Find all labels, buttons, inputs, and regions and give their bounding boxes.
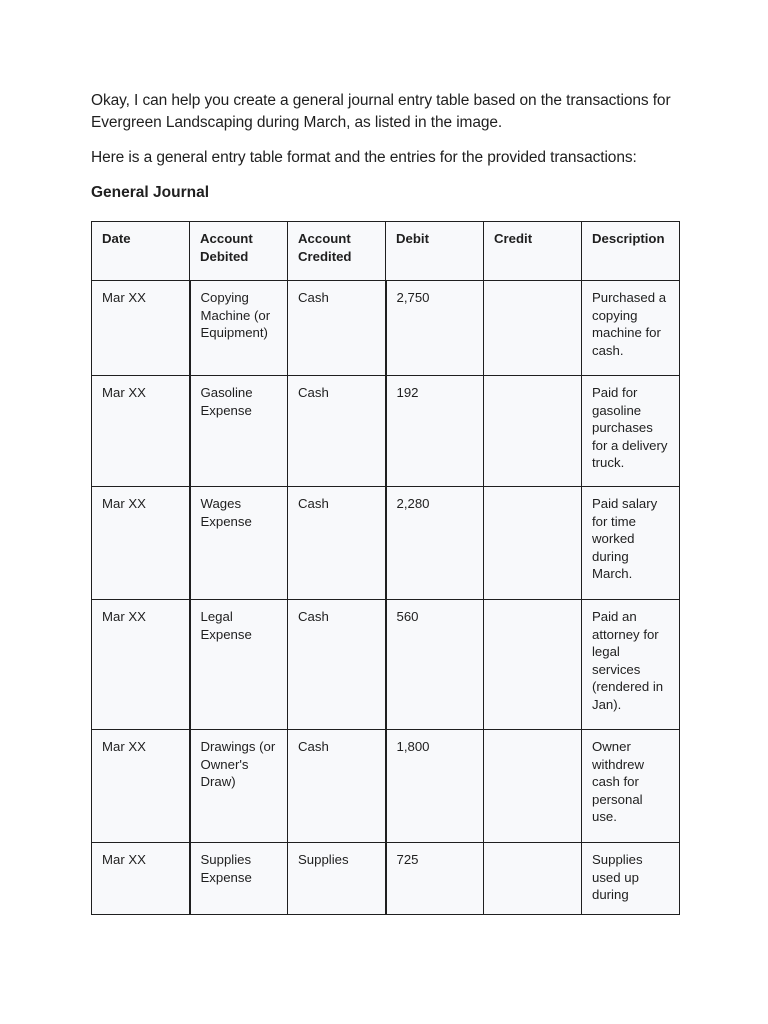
cell-debit: 2,750	[386, 281, 484, 376]
cell-description: Owner withdrew cash for personal use.	[582, 730, 680, 843]
cell-description: Purchased a copying machine for cash.	[582, 281, 680, 376]
cell-debit: 725	[386, 843, 484, 915]
cell-credit	[484, 600, 582, 730]
cell-account-credited: Supplies	[288, 843, 386, 915]
cell-account-debited: Wages Expense	[190, 487, 288, 600]
cell-description: Paid for gasoline purchases for a delivery truck.	[582, 376, 680, 487]
table-row	[92, 843, 680, 915]
journal-table	[91, 221, 680, 915]
table-header-row	[92, 222, 680, 281]
cell-credit	[484, 281, 582, 376]
header-debit: Debit	[386, 222, 484, 281]
cell-description: Paid an attorney for legal services (rendered in Jan).	[582, 600, 680, 730]
table-row	[92, 487, 680, 600]
cell-debit: 192	[386, 376, 484, 487]
cell-debit: 2,280	[386, 487, 484, 600]
section-heading: General Journal	[91, 184, 210, 201]
cell-description: Supplies used up during	[582, 843, 680, 915]
cell-date: Mar XX	[92, 487, 190, 600]
header-date: Date	[92, 222, 190, 281]
header-credit: Credit	[484, 222, 582, 281]
table-row	[92, 376, 680, 487]
cell-debit: 560	[386, 600, 484, 730]
intro-paragraph: Okay, I can help you create a general journal entry table based on the transactions for Evergreen Landscaping during March, as listed in the image.	[91, 92, 671, 131]
cell-account-credited: Cash	[288, 281, 386, 376]
cell-date: Mar XX	[92, 376, 190, 487]
cell-debit: 1,800	[386, 730, 484, 843]
cell-date: Mar XX	[92, 843, 190, 915]
table-row	[92, 600, 680, 730]
cell-credit	[484, 376, 582, 487]
cell-account-credited: Cash	[288, 600, 386, 730]
cell-account-debited: Supplies Expense	[190, 843, 288, 915]
table-row	[92, 730, 680, 843]
cell-credit	[484, 730, 582, 843]
header-description: Description	[582, 222, 680, 281]
document-body	[91, 90, 691, 915]
cell-account-debited: Gasoline Expense	[190, 376, 288, 487]
header-account-credited: Account Credited	[288, 222, 386, 281]
cell-account-debited: Legal Expense	[190, 600, 288, 730]
cell-description: Paid salary for time worked during March.	[582, 487, 680, 600]
cell-date: Mar XX	[92, 730, 190, 843]
lead-paragraph: Here is a general entry table format and the entries for the provided transactions:	[91, 149, 637, 166]
table-row	[92, 281, 680, 376]
cell-date: Mar XX	[92, 600, 190, 730]
cell-date: Mar XX	[92, 281, 190, 376]
cell-credit	[484, 843, 582, 915]
cell-account-debited: Copying Machine (or Equipment)	[190, 281, 288, 376]
cell-credit	[484, 487, 582, 600]
cell-account-debited: Drawings (or Owner's Draw)	[190, 730, 288, 843]
cell-account-credited: Cash	[288, 376, 386, 487]
header-account-debited: Account Debited	[190, 222, 288, 281]
cell-account-credited: Cash	[288, 730, 386, 843]
cell-account-credited: Cash	[288, 487, 386, 600]
